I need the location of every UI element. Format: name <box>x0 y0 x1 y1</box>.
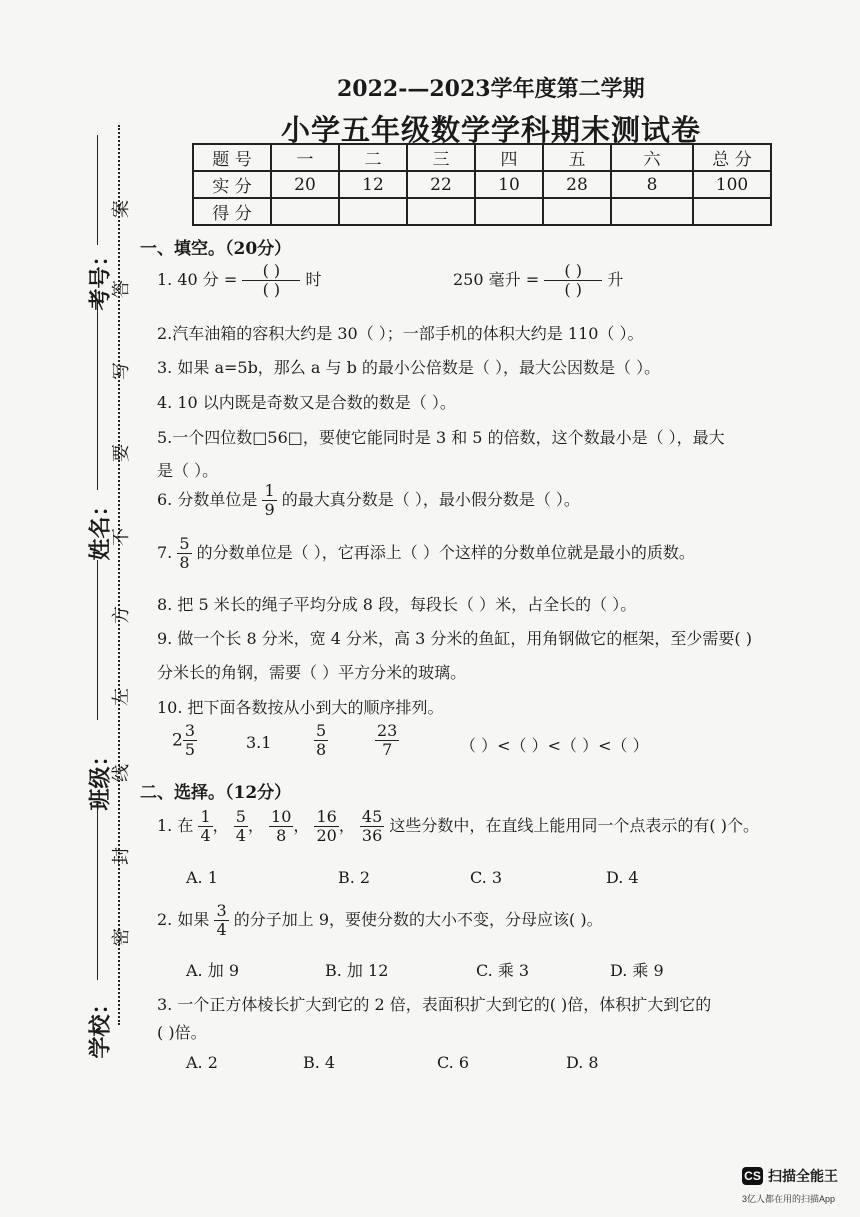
question-text: 这些分数中，在直线上能用同一个点表示的有( )个。 <box>389 816 759 835</box>
choice-question-3-line-1: 3. 一个正方体棱长扩大到它的 2 倍，表面积扩大到它的( )倍，体积扩大到它的 <box>157 995 712 1014</box>
seal-char: 写 <box>111 362 132 380</box>
question-text: 的分子加上 9，要使分数的大小不变，分母应该( )。 <box>233 910 603 929</box>
score-input-cell[interactable] <box>407 198 475 225</box>
option-c[interactable]: C. 乘 3 <box>476 961 530 980</box>
choice-question-2 <box>157 902 603 939</box>
table-row <box>193 198 771 225</box>
numerator: 45 <box>361 807 383 826</box>
option-a[interactable]: A. 1 <box>186 868 218 887</box>
option-d[interactable]: D. 8 <box>566 1053 599 1072</box>
seal-char: 答 <box>111 280 132 298</box>
blank-numerator[interactable]: ( ) <box>544 262 602 281</box>
column-header: 五 <box>543 144 611 171</box>
option-d[interactable]: D. 乘 9 <box>610 961 664 980</box>
question-text: 升 <box>607 270 624 289</box>
question-10: 10. 把下面各数按从小到大的顺序排列。 <box>157 698 444 717</box>
q10-fraction-1 <box>314 722 328 759</box>
fraction <box>314 722 328 759</box>
table-cell: 28 <box>543 171 611 198</box>
fill-line <box>97 300 98 490</box>
numerator: 1 <box>200 807 211 826</box>
score-input-cell[interactable] <box>611 198 693 225</box>
question-1 <box>157 262 322 299</box>
scanner-slogan: 3亿人都在用的扫描App <box>742 1194 836 1204</box>
question-7 <box>157 535 695 572</box>
seal-dotted-line <box>118 125 120 1025</box>
blank-denominator[interactable]: ( ) <box>564 280 582 299</box>
q10-decimal: 3.1 <box>246 733 272 752</box>
question-text: 的最大真分数是（ ），最小假分数是（ ）。 <box>281 490 580 509</box>
school-label: 学校： <box>87 992 114 1059</box>
fraction <box>375 722 399 759</box>
seal-char: 线 <box>111 764 132 782</box>
score-table <box>192 143 772 226</box>
page-title: 小学五年级数学学科期末测试卷 <box>281 113 702 147</box>
table-cell: 12 <box>339 171 407 198</box>
question-text: 1. 40 分 = <box>157 270 238 289</box>
question-text: 的分数单位是（ ），它再添上（ ）个这样的分数单位就是最小的质数。 <box>196 543 695 562</box>
seal-char: 不 <box>111 528 132 546</box>
fraction-blank[interactable] <box>544 262 602 299</box>
denominator: 4 <box>216 920 227 939</box>
column-header: 一 <box>271 144 339 171</box>
fraction <box>214 902 228 939</box>
table-cell: 8 <box>611 171 693 198</box>
table-row <box>193 171 771 198</box>
option-b[interactable]: B. 4 <box>303 1053 336 1072</box>
fill-line <box>97 135 98 245</box>
column-header: 三 <box>407 144 475 171</box>
section-heading: 一、填空。（20分） <box>140 239 292 259</box>
exam-number-label: 考号： <box>87 244 114 311</box>
question-5-line-2: 是（ ）。 <box>157 461 219 480</box>
section-heading: 二、选择。（12分） <box>140 783 292 803</box>
fraction <box>234 808 248 845</box>
row-header: 实 分 <box>193 171 271 198</box>
seal-char: 案 <box>111 200 132 218</box>
question-text: 7. <box>157 543 173 562</box>
option-c[interactable]: C. 6 <box>437 1053 470 1072</box>
denominator: 8 <box>316 740 327 759</box>
denominator: 9 <box>264 500 275 519</box>
table-cell: 22 <box>407 171 475 198</box>
option-d[interactable]: D. 4 <box>606 868 639 887</box>
score-input-cell[interactable] <box>339 198 407 225</box>
score-input-cell[interactable] <box>271 198 339 225</box>
class-label: 班级： <box>87 744 114 811</box>
seal-char: 左 <box>111 688 132 706</box>
fraction <box>269 808 293 845</box>
option-a[interactable]: A. 2 <box>186 1053 218 1072</box>
numerator: 5 <box>316 721 327 740</box>
column-header: 总 分 <box>693 144 771 171</box>
column-header: 四 <box>475 144 543 171</box>
question-text: 2. 如果 <box>157 910 210 929</box>
seal-char: 方 <box>111 606 132 624</box>
column-header: 六 <box>611 144 693 171</box>
question-text: 6. 分数单位是 <box>157 490 258 509</box>
blank-numerator[interactable]: ( ) <box>242 262 300 281</box>
scanner-brand: 扫描全能王 <box>768 1168 838 1184</box>
table-cell: 10 <box>475 171 543 198</box>
fraction <box>262 482 276 519</box>
fill-line <box>97 810 98 980</box>
denominator: 8 <box>276 826 287 845</box>
whole-part: 2 <box>172 730 183 751</box>
numerator: 1 <box>264 481 275 500</box>
table-row <box>193 144 771 171</box>
question-9-line-1: 9. 做一个长 8 分米，宽 4 分米，高 3 分米的鱼缸，用角钢做它的框架，至少需要( ) <box>157 629 752 648</box>
choice-question-1: 1. 在 $\frac{1}{4}$ ， $\frac{5}{4}$ ， $\frac{10}{8}$ ， $\frac{16}{20}$ ， $\frac{45}{36}$ 这些分数中，在直线上能用同一个点表示的有( )个。 <box>157 807 759 845</box>
question-text: 时 <box>305 270 322 289</box>
question-1b <box>453 262 623 299</box>
denominator: 36 <box>361 826 383 845</box>
option-b[interactable]: B. 加 12 <box>325 961 389 980</box>
seal-char: 密 <box>111 928 132 946</box>
row-header: 得 分 <box>193 198 271 225</box>
numerator: 16 <box>316 807 337 826</box>
numerator: 23 <box>377 721 398 740</box>
numerator: 5 <box>235 807 246 826</box>
fraction <box>183 722 197 759</box>
score-input-cell[interactable] <box>543 198 611 225</box>
denominator: 8 <box>179 553 190 572</box>
denominator: 4 <box>235 826 246 845</box>
denominator: 7 <box>382 740 393 759</box>
question-3: 3. 如果 a=5b，那么 a 与 b 的最小公倍数是（ ），最大公因数是（ ）。 <box>157 358 661 377</box>
fraction <box>198 808 212 845</box>
question-5-line-1: 5.一个四位数□56□，要使它能同时是 3 和 5 的倍数，这个数最小是（ ），最大 <box>157 428 725 447</box>
table-cell: 100 <box>693 171 771 198</box>
q10-mixed-number <box>172 722 197 759</box>
q10-answer-blanks[interactable]: （ ）<（ ）<（ ）<（ ） <box>460 736 649 755</box>
table-cell: 20 <box>271 171 339 198</box>
numerator: 10 <box>271 807 292 826</box>
column-header: 二 <box>339 144 407 171</box>
denominator: 5 <box>184 740 196 759</box>
name-label: 姓名： <box>87 494 114 561</box>
seal-char: 要 <box>111 444 132 462</box>
scanner-logo-icon: CS <box>742 1167 763 1185</box>
fraction-blank[interactable] <box>242 262 300 299</box>
fraction <box>360 808 384 845</box>
fraction <box>314 808 338 845</box>
fraction <box>177 535 191 572</box>
numerator: 3 <box>184 721 196 740</box>
question-9-line-2: 分米长的角钢，需要（ ）平方分米的玻璃。 <box>157 663 467 682</box>
score-input-cell[interactable] <box>475 198 543 225</box>
q10-fraction-2 <box>375 722 399 759</box>
denominator: 4 <box>200 826 211 845</box>
question-6 <box>157 482 580 519</box>
row-header: 题 号 <box>193 144 271 171</box>
fill-line <box>97 560 98 720</box>
option-a[interactable]: A. 加 9 <box>186 961 239 980</box>
question-text: 250 毫升 = <box>453 270 540 289</box>
denominator: 20 <box>316 826 337 845</box>
choice-question-3-line-2: ( )倍。 <box>157 1023 207 1042</box>
blank-denominator[interactable]: ( ) <box>262 280 281 299</box>
score-input-cell[interactable] <box>693 198 771 225</box>
question-2: 2.汽车油箱的容积大约是 30（ ）；一部手机的体积大约是 110（ ）。 <box>157 324 644 343</box>
option-b[interactable]: B. 2 <box>338 868 371 887</box>
question-text: 1. 在 <box>157 816 194 835</box>
option-c[interactable]: C. 3 <box>470 868 503 887</box>
year-term: 2022-—2023学年度第二学期 <box>337 76 645 102</box>
question-4: 4. 10 以内既是奇数又是合数的数是（ ）。 <box>157 393 456 412</box>
numerator: 3 <box>216 901 227 920</box>
question-8: 8. 把 5 米长的绳子平均分成 8 段，每段长（ ）米，占全长的（ ）。 <box>157 595 637 614</box>
numerator: 5 <box>179 534 190 553</box>
seal-char: 封 <box>111 847 132 865</box>
